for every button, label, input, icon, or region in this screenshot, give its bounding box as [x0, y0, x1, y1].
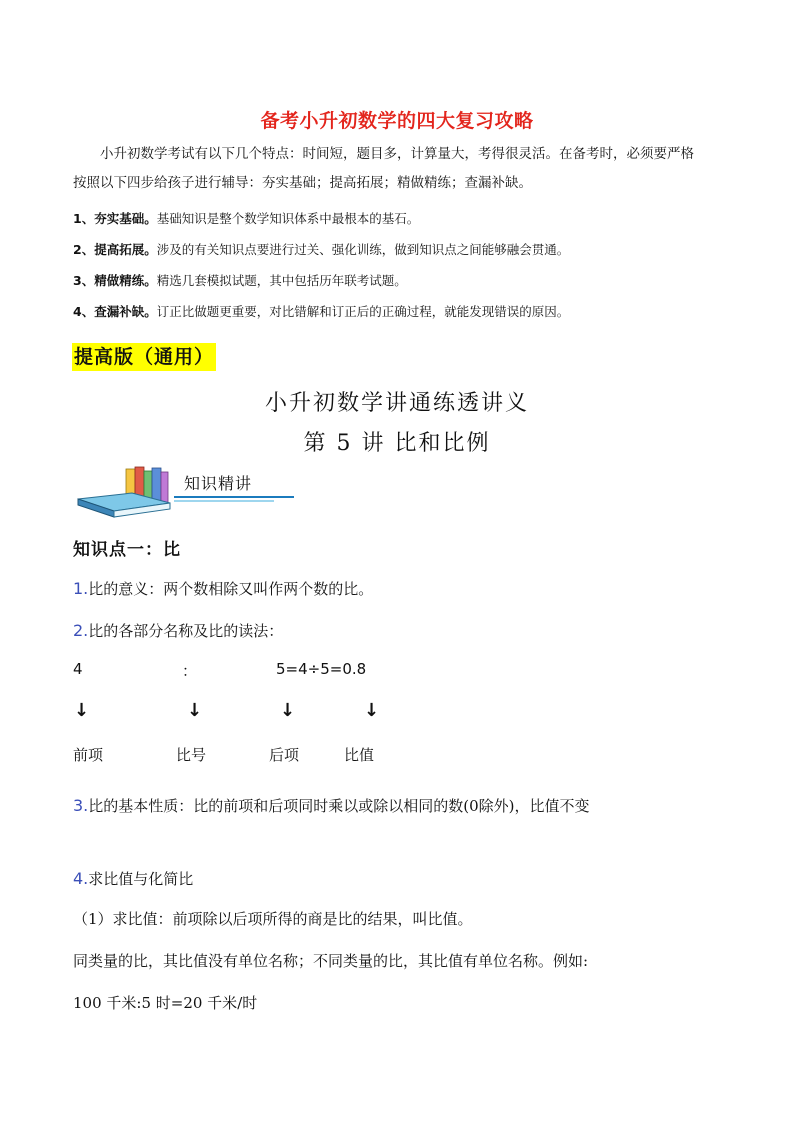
- item-text: 比的各部分名称及比的读法：: [88, 622, 284, 640]
- ratio-colon: ：: [182, 662, 198, 680]
- ratio-expression: 5=4÷5=0.8: [276, 660, 367, 678]
- version-badge: 提高版（通用）: [72, 343, 216, 371]
- item-text: 比的基本性质：比的前项和后项同时乘以或除以相同的数(0除外)，比值不变: [88, 797, 590, 815]
- arrow-down-icon: ↓: [280, 700, 296, 721]
- item-text: 比的意义：两个数相除又叫作两个数的比。: [88, 580, 374, 598]
- item-3: [73, 786, 725, 826]
- item-number: 1.: [73, 579, 89, 598]
- step-heading: 3、精做精练。: [73, 273, 157, 288]
- unit-explanation: 同类量的比，其比值没有单位名称；不同类量的比，其比值有单位名称。例如:: [73, 952, 589, 970]
- ratio-front-term: 4: [73, 660, 83, 678]
- label-front-term: 前项: [73, 746, 104, 764]
- item-1: [73, 578, 373, 599]
- step-item: [73, 203, 733, 234]
- section-banner: [74, 463, 304, 525]
- lecture-subtitle: 第 5 讲 比和比例: [303, 431, 491, 456]
- step-item: [73, 296, 733, 327]
- step-item: [73, 265, 733, 296]
- step-heading: 2、提高拓展。: [73, 242, 157, 257]
- step-text: 涉及的有关知识点要进行过关、强化训练，做到知识点之间能够融会贯通。: [156, 242, 570, 257]
- item-text: 求比值与化简比: [88, 870, 194, 888]
- intro-paragraph: [73, 140, 733, 198]
- item-number: 3.: [73, 796, 89, 815]
- label-ratio-value: 比值: [344, 746, 375, 764]
- study-steps-list: [73, 203, 733, 327]
- ratio-value-definition: （1）求比值：前项除以后项所得的商是比的结果，叫比值。: [73, 910, 473, 928]
- item-number: 4.: [73, 869, 89, 888]
- arrow-down-icon: ↓: [364, 700, 380, 721]
- intro-line-2: 按照以下四步给孩子进行辅导：夯实基础；提高拓展；精做精练；查漏补缺。: [73, 175, 532, 191]
- arrow-down-icon: ↓: [74, 700, 90, 721]
- step-heading: 4、查漏补缺。: [73, 304, 157, 319]
- item-number: 2.: [73, 621, 89, 640]
- main-title: 备考小升初数学的四大复习攻略: [260, 110, 534, 132]
- item-4: [73, 868, 193, 889]
- step-text: 基础知识是整个数学知识体系中最根本的基石。: [156, 211, 420, 226]
- intro-line-1: 小升初数学考试有以下几个特点：时间短，题目多，计算量大，考得很灵活。在备考时，必须要严格: [100, 146, 694, 162]
- step-text: 精选几套模拟试题，其中包括历年联考试题。: [156, 273, 407, 288]
- step-item: [73, 234, 733, 265]
- step-heading: 1、夯实基础。: [73, 211, 157, 226]
- label-back-term: 后项: [269, 746, 300, 764]
- arrow-down-icon: ↓: [187, 700, 203, 721]
- knowledge-point-heading: 知识点一：比: [73, 540, 181, 560]
- lecture-title: 小升初数学讲通练透讲义: [264, 391, 529, 416]
- example-line: 100 千米:5 时=20 千米/时: [73, 994, 258, 1012]
- section-label: 知识精讲: [184, 474, 253, 493]
- item-2: [73, 620, 283, 641]
- label-ratio-sign: 比号: [176, 746, 207, 764]
- step-text: 订正比做题更重要，对比错解和订正后的正确过程，就能发现错误的原因。: [156, 304, 570, 319]
